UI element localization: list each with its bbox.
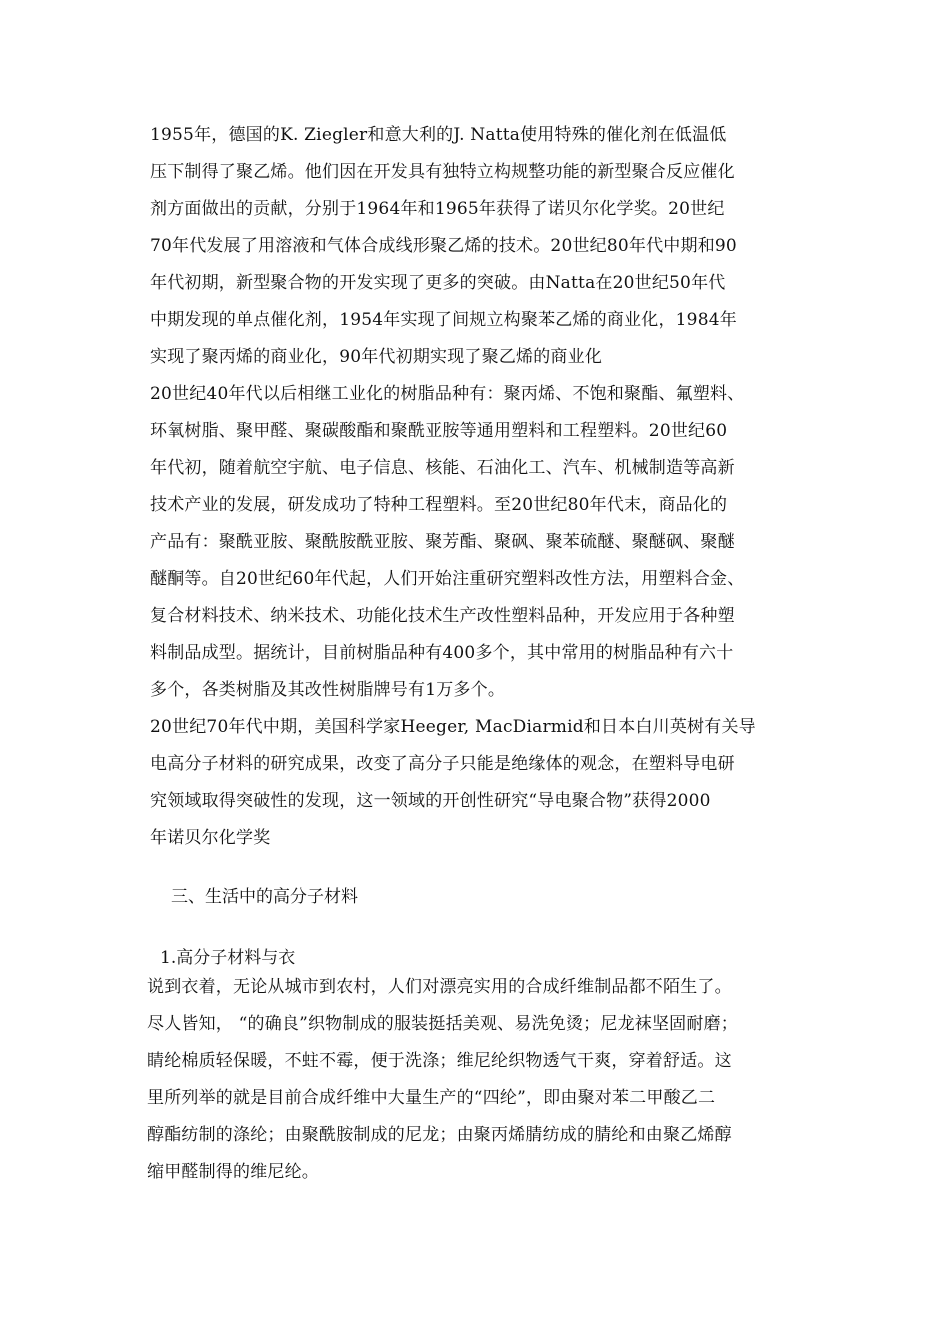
paragraph-line: 1955年，德国的K. Ziegler和意大利的J. Natta使用特殊的催化剂在低温低 [150, 125, 727, 145]
paragraph-conductive-polymers [150, 709, 830, 857]
paragraph-line: 产品有：聚酰亚胺、聚酰胺酰亚胺、聚芳酯、聚砜、聚苯硫醚、聚醚砜、聚醚 [150, 532, 735, 552]
paragraph-line: 20世纪70年代中期，美国科学家Heeger, MacDiarmid和日本白川英树有关导 [150, 717, 756, 737]
paragraph-line: 中期发现的单点催化剂，1954年实现了间规立构聚苯乙烯的商业化，1984年 [150, 310, 737, 330]
paragraph-line: 醇酯纺制的涤纶；由聚酰胺制成的尼龙；由聚丙烯腈纺成的腈纶和由聚乙烯醇 [147, 1125, 732, 1145]
paragraph-history-polyethylene [150, 117, 830, 376]
paragraph-line: 里所列举的就是目前合成纤维中大量生产的“四纶”，即由聚对苯二甲酸乙二 [147, 1088, 716, 1108]
paragraph-line: 年代初，随着航空宇航、电子信息、核能、石油化工、汽车、机械制造等高新 [150, 458, 735, 478]
paragraph-line: 尽人皆知， “的确良”织物制成的服装挺括美观、易洗免烫；尼龙袜坚固耐磨； [147, 1014, 738, 1034]
paragraph-line: 剂方面做出的贡献，分别于1964年和1965年获得了诺贝尔化学奖。20世纪 [150, 199, 725, 219]
subsection-heading: 1.高分子材料与衣 [160, 948, 296, 968]
paragraph-line: 料制品成型。据统计，目前树脂品种有400多个，其中常用的树脂品种有六十 [150, 643, 734, 663]
paragraph-line: 压下制得了聚乙烯。他们因在开发具有独特立构规整功能的新型聚合反应催化 [150, 162, 735, 182]
paragraph-line: 多个，各类树脂及其改性树脂牌号有1万多个。 [150, 680, 506, 700]
paragraph-line: 年诺贝尔化学奖 [150, 828, 271, 848]
paragraph-line: 睛纶棉质轻保暖，不蛀不霉，便于洗涤；维尼纶织物透气干爽，穿着舒适。这 [147, 1051, 732, 1071]
paragraph-resin-varieties [150, 376, 830, 709]
paragraph-line: 年代初期，新型聚合物的开发实现了更多的突破。由Natta在20世纪50年代 [150, 273, 726, 293]
paragraph-synthetic-fibers [147, 969, 827, 1191]
paragraph-line: 70年代发展了用溶液和气体合成线形聚乙烯的技术。20世纪80年代中期和90 [150, 236, 737, 256]
paragraph-line: 20世纪40年代以后相继工业化的树脂品种有：聚丙烯、不饱和聚酯、氟塑料、 [150, 384, 745, 404]
paragraph-line: 究领域取得突破性的发现，这一领域的开创性研究“导电聚合物”获得2000 [150, 791, 711, 811]
paragraph-line: 实现了聚丙烯的商业化，90年代初期实现了聚乙烯的商业化 [150, 347, 603, 367]
paragraph-line: 复合材料技术、纳米技术、功能化技术生产改性塑料品种，开发应用于各种塑 [150, 606, 735, 626]
paragraph-line: 醚酮等。自20世纪60年代起，人们开始注重研究塑料改性方法，用塑料合金、 [150, 569, 745, 589]
paragraph-line: 技术产业的发展，研发成功了特种工程塑料。至20世纪80年代末，商品化的 [150, 495, 728, 515]
paragraph-line: 环氧树脂、聚甲醛、聚碳酸酯和聚酰亚胺等通用塑料和工程塑料。20世纪60 [150, 421, 728, 441]
paragraph-line: 电高分子材料的研究成果，改变了高分子只能是绝缘体的观念，在塑料导电研 [150, 754, 735, 774]
paragraph-line: 说到衣着，无论从城市到农村，人们对漂亮实用的合成纤维制品都不陌生了。 [147, 977, 732, 997]
paragraph-line: 缩甲醛制得的维尼纶。 [147, 1162, 319, 1182]
section-heading: 三、生活中的高分子材料 [171, 887, 358, 907]
